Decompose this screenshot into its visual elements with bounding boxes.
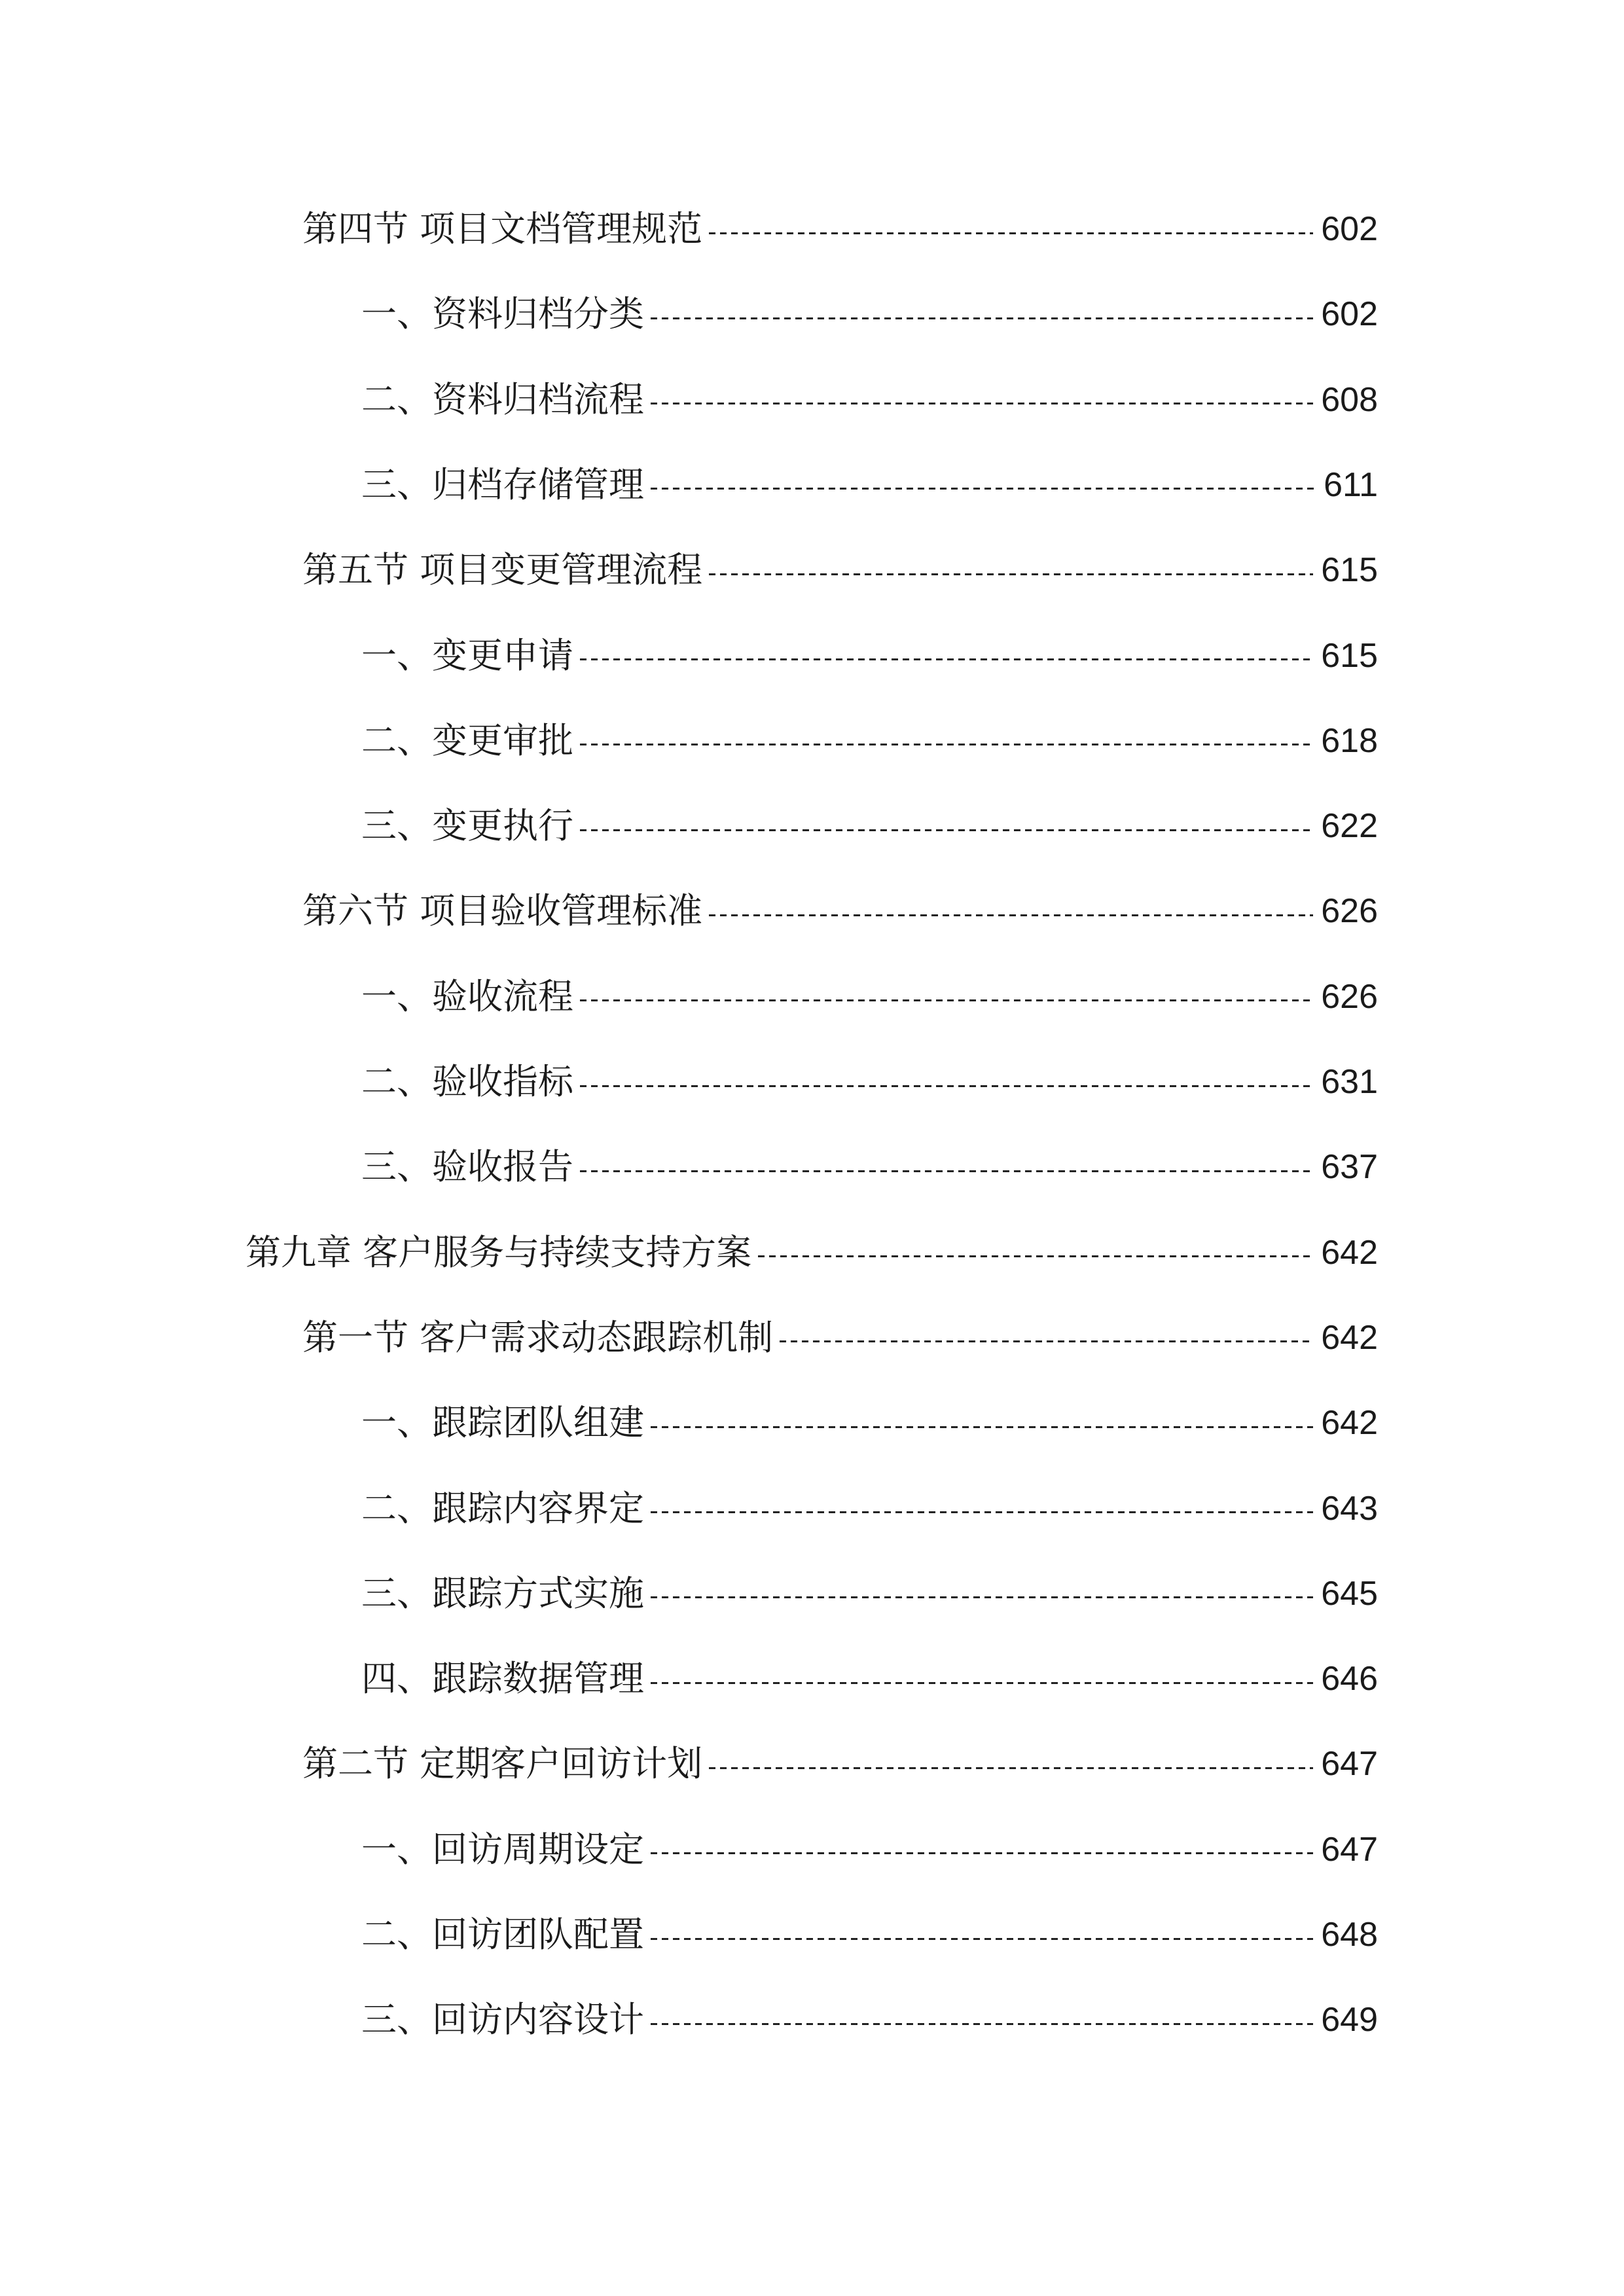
toc-entry-title: 第二节 定期客户回访计划: [302, 1743, 703, 1785]
toc-entry-page-number: 649: [1321, 2001, 1378, 2039]
toc-entry-item[interactable]: [361, 1138, 1378, 1196]
toc-entry-section[interactable]: [302, 541, 1378, 600]
toc-dot-leader: [709, 914, 1313, 916]
toc-entry-title: 一、回访周期设定: [361, 1828, 644, 1870]
toc-entry-item[interactable]: [361, 1990, 1378, 2049]
toc-entry-title: 三、跟踪方式实施: [361, 1572, 644, 1614]
toc-entry-page-number: 647: [1321, 1745, 1378, 1784]
toc-dot-leader: [580, 658, 1313, 661]
toc-dot-leader: [651, 1852, 1313, 1855]
toc-dot-leader: [580, 1170, 1313, 1172]
toc-entry-section[interactable]: [302, 1734, 1378, 1793]
toc-entry-page-number: 642: [1321, 1318, 1378, 1357]
toc-dot-leader: [780, 1340, 1313, 1343]
toc-entry-title: 三、归档存储管理: [361, 463, 644, 505]
toc-entry-item[interactable]: [361, 1820, 1378, 1879]
toc-entry-item[interactable]: [361, 1052, 1378, 1111]
toc-dot-leader: [651, 488, 1316, 490]
toc-entry-title: 二、验收指标: [361, 1061, 573, 1102]
toc-entry-page-number: 615: [1321, 551, 1378, 590]
toc-entry-item[interactable]: [361, 456, 1378, 514]
toc-entry-title: 一、验收流程: [361, 975, 573, 1017]
toc-entry-page-number: 645: [1321, 1574, 1378, 1613]
toc-entry-item[interactable]: [361, 967, 1378, 1026]
toc-dot-leader: [709, 1767, 1313, 1769]
toc-entry-page-number: 626: [1321, 892, 1378, 931]
toc-entry-page-number: 631: [1321, 1063, 1378, 1101]
toc-entry-page-number: 611: [1324, 465, 1378, 504]
toc-entry-page-number: 648: [1321, 1916, 1378, 1954]
toc-entry-title: 二、变更审批: [361, 719, 573, 761]
toc-dot-leader: [758, 1255, 1313, 1258]
toc-entry-title: 一、变更申请: [361, 634, 573, 676]
toc-entry-title: 第五节 项目变更管理流程: [302, 549, 703, 591]
toc-dot-leader: [651, 317, 1313, 319]
toc-entry-page-number: 602: [1321, 295, 1378, 334]
toc-entry-page-number: 618: [1321, 721, 1378, 760]
toc-entry-title: 三、变更执行: [361, 805, 573, 847]
toc-entry-title: 二、跟踪内容界定: [361, 1487, 644, 1529]
toc-entry-title: 三、回访内容设计: [361, 1999, 644, 2041]
toc-entry-page-number: 647: [1321, 1830, 1378, 1869]
toc-entry-item[interactable]: [361, 711, 1378, 770]
toc-entry-item[interactable]: [361, 285, 1378, 344]
toc-entry-title: 第一节 客户需求动态跟踪机制: [302, 1316, 774, 1358]
toc-entry-title: 三、验收报告: [361, 1146, 573, 1188]
toc-entry-page-number: 642: [1321, 1233, 1378, 1272]
toc-entry-page-number: 643: [1321, 1489, 1378, 1528]
toc-dot-leader: [709, 232, 1313, 234]
toc-entry-item[interactable]: [361, 1393, 1378, 1452]
toc-entry-page-number: 637: [1321, 1148, 1378, 1187]
toc-entry-title: 第六节 项目验收管理标准: [302, 890, 703, 932]
toc-entry-section[interactable]: [302, 200, 1378, 259]
toc-dot-leader: [709, 573, 1313, 575]
toc-entry-page-number: 626: [1321, 977, 1378, 1016]
toc-entry-item[interactable]: [361, 1479, 1378, 1538]
toc-entry-item[interactable]: [361, 1649, 1378, 1708]
toc-entry-title: 第四节 项目文档管理规范: [302, 208, 703, 249]
toc-entry-section[interactable]: [302, 1308, 1378, 1367]
toc-entry-item[interactable]: [361, 626, 1378, 685]
toc-dot-leader: [651, 1426, 1313, 1428]
toc-entry-title: 一、资料归档分类: [361, 293, 644, 335]
toc-entry-item[interactable]: [361, 1564, 1378, 1623]
toc-dot-leader: [651, 403, 1313, 405]
toc-entry-page-number: 642: [1321, 1404, 1378, 1443]
toc-entry-title: 二、回访团队配置: [361, 1914, 644, 1955]
toc-entry-chapter[interactable]: [245, 1223, 1378, 1282]
toc-entry-title: 二、资料归档流程: [361, 378, 644, 420]
toc-entry-page-number: 608: [1321, 380, 1378, 419]
toc-entry-page-number: 615: [1321, 636, 1378, 675]
toc-entry-item[interactable]: [361, 1905, 1378, 1964]
toc-entry-page-number: 646: [1321, 1660, 1378, 1698]
toc-entry-item[interactable]: [361, 370, 1378, 429]
toc-dot-leader: [651, 1681, 1313, 1684]
toc-entry-title: 第九章 客户服务与持续支持方案: [245, 1231, 752, 1273]
toc-entry-section[interactable]: [302, 882, 1378, 941]
toc-dot-leader: [651, 2022, 1313, 2025]
toc-entry-page-number: 602: [1321, 210, 1378, 248]
toc-dot-leader: [580, 1085, 1313, 1087]
toc-dot-leader: [580, 999, 1313, 1002]
toc-entry-page-number: 622: [1321, 807, 1378, 846]
toc-dot-leader: [651, 1596, 1313, 1599]
toc-entry-title: 四、跟踪数据管理: [361, 1658, 644, 1700]
toc-dot-leader: [651, 1511, 1313, 1514]
toc-entry-title: 一、跟踪团队组建: [361, 1402, 644, 1444]
toc-dot-leader: [580, 829, 1313, 831]
toc-dot-leader: [651, 1937, 1313, 1940]
toc-dot-leader: [580, 744, 1313, 746]
toc-entry-item[interactable]: [361, 797, 1378, 855]
